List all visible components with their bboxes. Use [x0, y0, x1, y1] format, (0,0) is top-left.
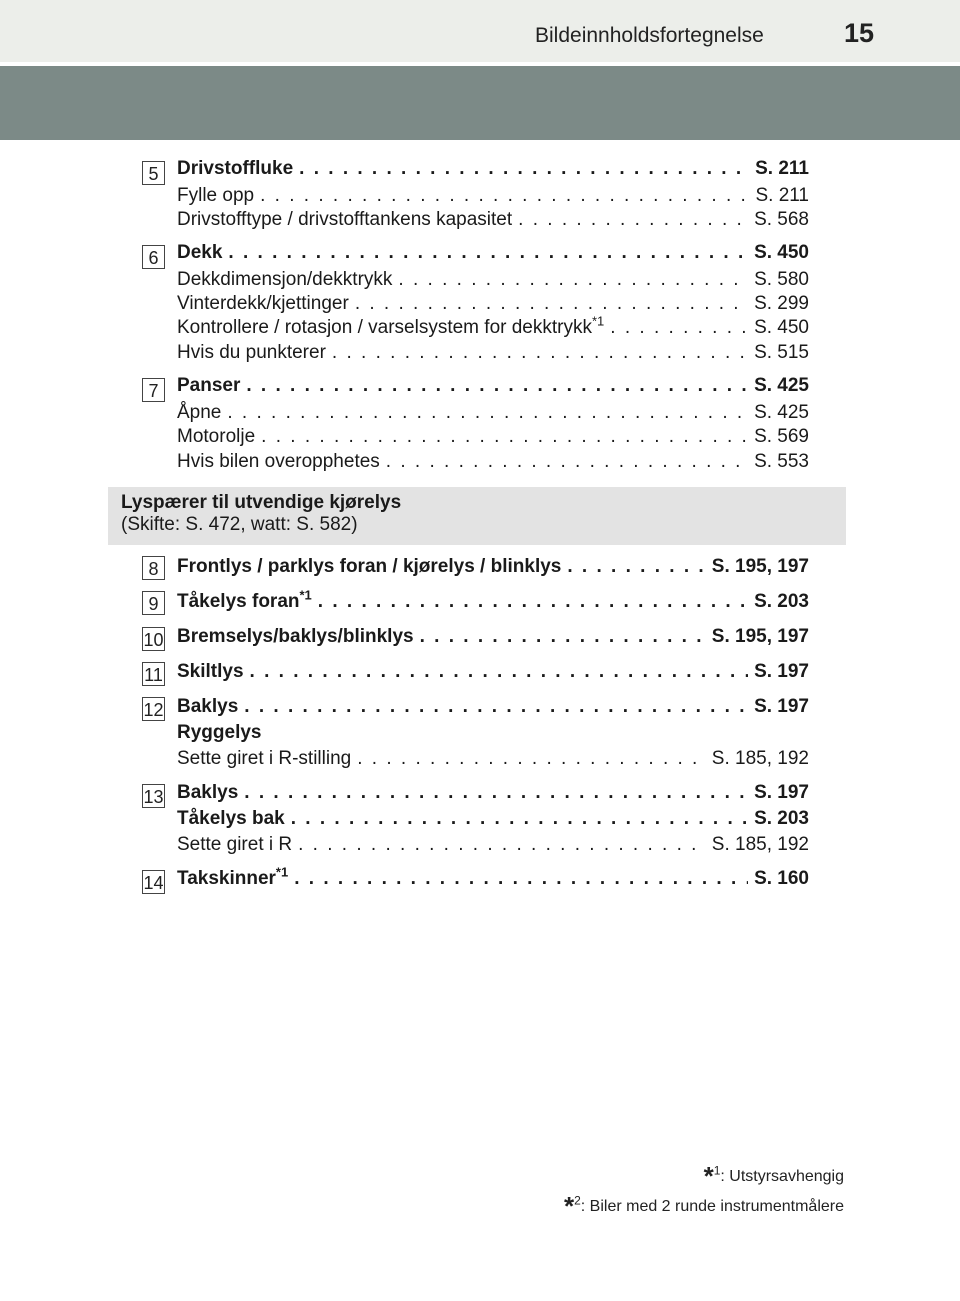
- footnote: *$^2$: Biler med 2 runde instrumentmålere: [563, 1191, 844, 1221]
- toc-entry[interactable]: Drivstoffluke . . . S. 211: [177, 157, 809, 181]
- toc-entry[interactable]: Takskinner$^{*1}$ . . . S. 160: [177, 867, 809, 891]
- toc-entry[interactable]: Motorolje . . . S. 569: [177, 425, 809, 449]
- section-header: [108, 487, 846, 545]
- section-subtitle: (Skifte: S. 472, watt: S. 582): [121, 514, 358, 535]
- toc-entry: Ryggelys: [177, 722, 262, 743]
- toc-entry[interactable]: Frontlys / parklys foran / kjørelys / blinklys . . . S. 195, 197: [177, 555, 809, 579]
- toc-entry[interactable]: Baklys . . . S. 197: [177, 695, 809, 719]
- item-number-10: 10: [142, 627, 165, 651]
- toc-entry[interactable]: Dekkdimensjon/dekktrykk . . . S. 580: [177, 268, 809, 292]
- item-number-12: 12: [142, 697, 165, 721]
- item-number-11: 11: [142, 662, 165, 686]
- item-number-14: 14: [142, 870, 165, 894]
- toc-entry[interactable]: Hvis du punkterer . . . S. 515: [177, 341, 809, 365]
- toc-entry[interactable]: Hvis bilen overopphetes . . . S. 553: [177, 450, 809, 474]
- item-number-6: 6: [142, 245, 165, 269]
- toc-entry[interactable]: Panser . . . S. 425: [177, 374, 809, 398]
- toc-entry[interactable]: Kontrollere / rotasjon / varselsystem for dekktrykk$^{*1}$ . . . S. 450: [177, 316, 809, 340]
- header-banner: [0, 66, 960, 140]
- toc-entry[interactable]: Tåkelys foran$^{*1}$ . . . S. 203: [177, 590, 809, 614]
- item-number-5: 5: [142, 161, 165, 185]
- page-number: 15: [844, 18, 875, 48]
- toc-entry[interactable]: Sette giret i R-stilling . . . S. 185, 192: [177, 747, 809, 771]
- toc-entry[interactable]: Vinterdekk/kjettinger . . . S. 299: [177, 292, 809, 316]
- item-number-7: 7: [142, 378, 165, 402]
- toc-entry[interactable]: Skiltlys . . . S. 197: [177, 660, 809, 684]
- toc-entry[interactable]: Fylle opp . . . S. 211: [177, 184, 809, 208]
- toc-entry[interactable]: Drivstofftype / drivstofftankens kapasitet . . . S. 568: [177, 208, 809, 232]
- item-number-9: 9: [142, 591, 165, 615]
- toc-entry[interactable]: Tåkelys bak . . . S. 203: [177, 807, 809, 831]
- item-number-13: 13: [142, 784, 165, 808]
- page-header: [0, 0, 960, 62]
- toc-entry[interactable]: Dekk . . . S. 450: [177, 241, 809, 265]
- item-number-8: 8: [142, 556, 165, 580]
- header-title: Bildeinnholdsfortegnelse: [535, 24, 764, 47]
- section-title: Lyspærer til utvendige kjørelys: [121, 492, 402, 513]
- toc-entry[interactable]: Baklys . . . S. 197: [177, 781, 809, 805]
- toc-entry[interactable]: Sette giret i R . . . S. 185, 192: [177, 833, 809, 857]
- toc-entry[interactable]: Bremselys/baklys/blinklys . . . S. 195, 197: [177, 625, 809, 649]
- footnote: *$^1$: Utstyrsavhengig: [703, 1161, 844, 1191]
- toc-entry[interactable]: Åpne . . . S. 425: [177, 401, 809, 425]
